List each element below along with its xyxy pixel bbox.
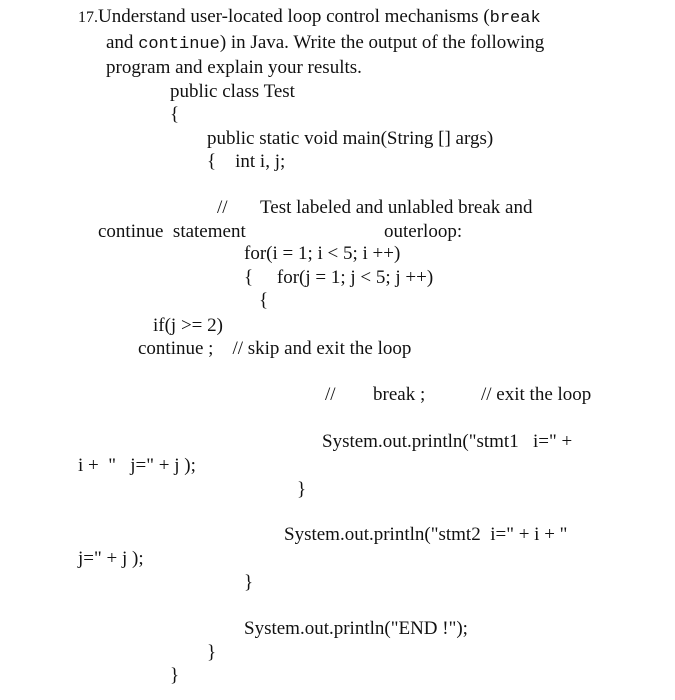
code-main-declaration: public static void main(String [] args): [207, 128, 494, 149]
code-outer-for: for(i = 1; i < 5; i ++): [244, 243, 401, 264]
question-and-text: and: [106, 32, 139, 53]
code-comment-text: Test labeled and unlabled break and: [260, 197, 533, 218]
question-line-3: program and explain your results.: [106, 57, 362, 78]
code-main-brace-close: }: [207, 642, 217, 663]
code-break-comment-slashes: //: [325, 384, 336, 405]
code-if-condition: if(j >= 2): [153, 315, 223, 336]
code-continue-line: continue ; // skip and exit the loop: [138, 338, 412, 359]
question-line-2: [106, 32, 544, 56]
code-println-stmt2-part1: System.out.println("stmt2 i=" + i + ": [284, 524, 568, 545]
code-println-stmt1-part2: i + " j=" + j );: [78, 455, 196, 476]
question-number: 17.: [78, 9, 98, 26]
keyword-continue: continue: [138, 35, 220, 54]
code-break-comment: // exit the loop: [481, 384, 592, 405]
code-inner-for: { for(j = 1; j < 5; j ++): [244, 267, 434, 288]
keyword-break: break: [489, 9, 541, 28]
code-class-declaration: public class Test: [170, 81, 295, 102]
code-class-brace-open: {: [170, 104, 180, 125]
code-println-end: System.out.println("END !");: [244, 618, 468, 639]
code-inner-brace-close: }: [297, 479, 307, 500]
code-println-stmt2-part2: j=" + j );: [78, 548, 144, 569]
code-break-statement: break ;: [373, 384, 426, 405]
code-outer-brace-close: }: [244, 572, 254, 593]
question-intro-text: Understand user-located loop control mechanisms (: [98, 6, 490, 27]
code-main-open-declarations: { int i, j;: [207, 151, 286, 172]
code-outerloop-label: outerloop:: [384, 221, 463, 242]
code-println-stmt1-part1: System.out.println("stmt1 i=" +: [322, 431, 573, 452]
question-line-1: [78, 6, 541, 30]
code-continue-statement: continue statement: [98, 221, 246, 242]
code-inner-brace-open: {: [259, 290, 269, 311]
question-line-2-rest: ) in Java. Write the output of the following: [219, 32, 545, 53]
code-comment-slashes: //: [217, 197, 228, 218]
code-class-brace-close: }: [170, 665, 180, 686]
